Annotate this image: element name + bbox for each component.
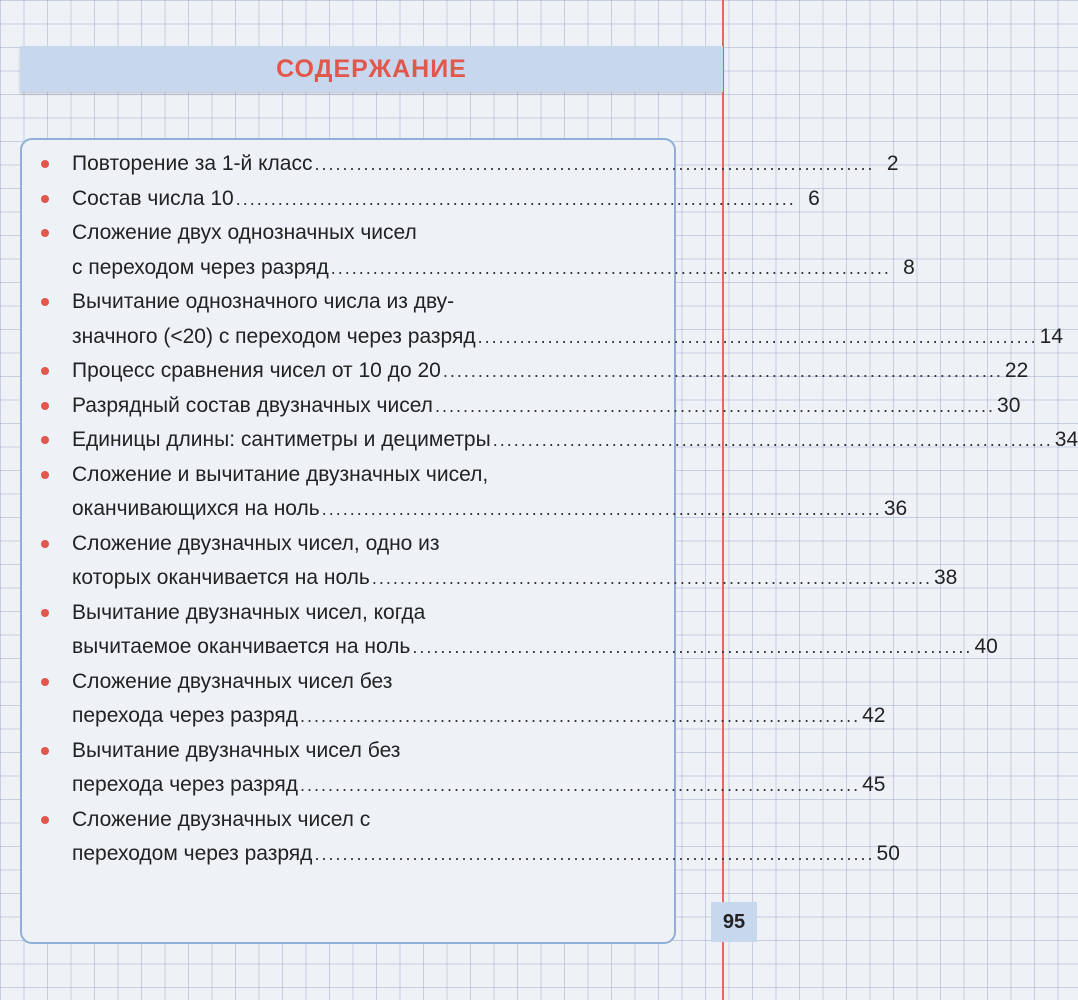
bullet-icon: [41, 436, 49, 444]
leader-dots: ................................................................................: [477, 326, 1038, 347]
leader-dots: ................................................................................: [412, 637, 973, 657]
toc-item[interactable]: [20, 147, 899, 182]
toc-item[interactable]: [20, 734, 886, 803]
bullet-icon: [41, 367, 49, 375]
toc-page-number: 45: [862, 773, 886, 796]
leader-dots: ................................................................................: [434, 395, 996, 416]
toc-line: оканчивающихся на ноль ................................................................................ 36: [72, 492, 660, 527]
toc-line: которых оканчивается на ноль ................................................................................ 38: [72, 561, 660, 596]
leader-dots: ................................................................................: [235, 188, 796, 209]
leader-dots: ................................................................................: [314, 154, 875, 174]
toc-page-number: 8: [903, 255, 915, 279]
toc-item[interactable]: [20, 665, 886, 734]
toc-line: Состав числа 10 ................................................................................ 6: [72, 182, 660, 217]
bullet-icon: [41, 816, 49, 824]
toc-item[interactable]: [20, 458, 908, 527]
toc-page-number: 6: [808, 186, 820, 210]
bullet-icon: [41, 471, 49, 479]
bullet-icon: [41, 609, 49, 617]
toc-page-number: 2: [886, 152, 899, 175]
toc-line: с переходом через разряд ................................................................................ 8: [72, 251, 660, 286]
bullet-icon: [41, 540, 49, 548]
toc-line: Сложение двух однозначных чисел: [72, 221, 417, 244]
toc-item[interactable]: [20, 182, 820, 217]
toc-item[interactable]: [20, 216, 915, 285]
toc-item[interactable]: [20, 527, 958, 596]
toc-item[interactable]: [20, 354, 1029, 389]
toc-item[interactable]: [20, 389, 1021, 424]
toc-line: Вычитание двузначных чисел, когда: [72, 600, 426, 624]
toc-page-number: 30: [997, 393, 1021, 417]
page-title: СОДЕРЖАНИЕ: [276, 55, 467, 83]
page-number: 95: [711, 902, 757, 942]
toc-line: Сложение двузначных чисел без: [72, 669, 393, 693]
bullet-icon: [41, 402, 49, 410]
toc-page-number: 50: [876, 842, 900, 865]
toc-line: значного (<20) с переходом через разряд ................................................................................ 14: [72, 320, 660, 355]
toc-line: перехода через разряд ................................................................................ 42: [72, 699, 660, 734]
leader-dots: ................................................................................: [314, 844, 875, 864]
leader-dots: ................................................................................: [371, 568, 932, 588]
toc-line: Сложение двузначных чисел с: [72, 807, 371, 831]
bullet-icon: [41, 229, 49, 237]
toc-line: Вычитание двузначных чисел без: [72, 738, 401, 762]
toc-page-number: 34: [1054, 428, 1078, 451]
toc-line: Повторение за 1-й класс ................................................................................ 2: [72, 147, 660, 182]
toc-line: Разрядный состав двузначных чисел ................................................................................ 30: [72, 389, 660, 424]
leader-dots: ................................................................................: [300, 706, 861, 726]
leader-dots: ................................................................................: [492, 430, 1053, 450]
bullet-icon: [41, 678, 49, 686]
leader-dots: ................................................................................: [442, 361, 1003, 381]
leader-dots: ................................................................................: [330, 257, 891, 278]
toc-line: Сложение двузначных чисел, одно из: [72, 531, 440, 555]
toc-page-number: 14: [1039, 324, 1064, 348]
bullet-icon: [41, 160, 49, 168]
toc-page-number: 22: [1004, 359, 1029, 382]
toc-line: перехода через разряд ................................................................................ 45: [72, 768, 660, 803]
toc-line: Процесс сравнения чисел от 10 до 20 ................................................................................ 22: [72, 354, 660, 389]
toc-line: Единицы длины: сантиметры и дециметры ................................................................................ 34: [72, 423, 660, 458]
toc-list: [20, 147, 1078, 872]
leader-dots: ................................................................................: [300, 775, 861, 795]
toc-item[interactable]: [20, 596, 998, 665]
toc-page-number: 40: [974, 635, 998, 658]
leader-dots: ................................................................................: [321, 499, 882, 519]
toc-line: Вычитание однозначного числа из дву-: [72, 290, 455, 313]
toc-item[interactable]: [20, 285, 1064, 354]
toc-item[interactable]: [20, 803, 900, 872]
toc-line: вычитаемое оканчивается на ноль ................................................................................ 40: [72, 630, 660, 665]
bullet-icon: [41, 747, 49, 755]
toc-item[interactable]: [20, 423, 1078, 458]
toc-page-number: 38: [933, 566, 958, 589]
toc-line: переходом через разряд ................................................................................ 50: [72, 837, 660, 872]
toc-page-number: 42: [862, 704, 886, 727]
bullet-icon: [41, 195, 49, 203]
bullet-icon: [41, 298, 49, 306]
toc-line: Сложение и вычитание двузначных чисел,: [72, 462, 489, 486]
toc-page-number: 36: [883, 497, 908, 520]
